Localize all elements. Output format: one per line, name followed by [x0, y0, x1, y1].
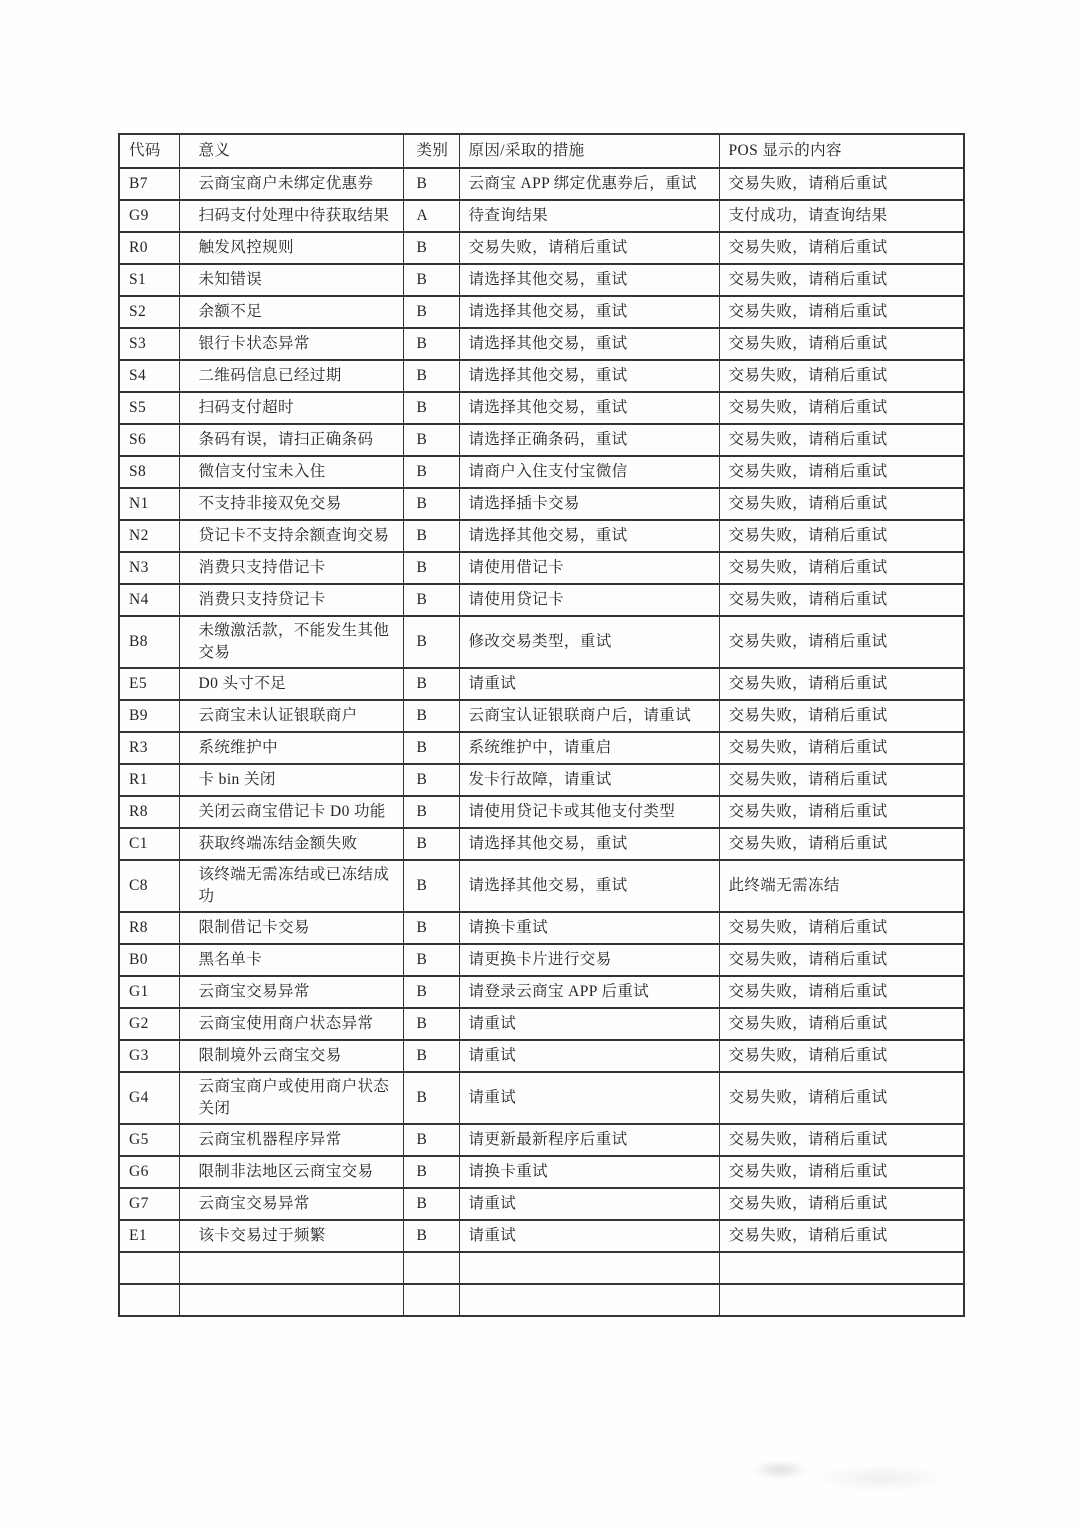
watermark-smudge — [752, 1442, 992, 1500]
cell-category: B — [403, 520, 459, 552]
cell-meaning: 未知错误 — [179, 264, 403, 296]
cell-category: B — [403, 700, 459, 732]
table-row — [119, 1156, 964, 1188]
cell-code: S6 — [119, 424, 179, 456]
cell-code: S4 — [119, 360, 179, 392]
cell-meaning: 关闭云商宝借记卡 D0 功能 — [179, 796, 403, 828]
cell-category: B — [403, 552, 459, 584]
cell-pos — [719, 1284, 964, 1316]
cell-meaning: 银行卡状态异常 — [179, 328, 403, 360]
cell-category — [403, 1284, 459, 1316]
column-header-meaning: 意义 — [179, 134, 403, 168]
cell-code: G2 — [119, 1008, 179, 1040]
cell-action: 请选择其他交易，重试 — [459, 360, 719, 392]
table-row — [119, 1124, 964, 1156]
cell-pos: 交易失败，请稍后重试 — [719, 944, 964, 976]
cell-meaning: 消费只支持贷记卡 — [179, 584, 403, 616]
table-row — [119, 392, 964, 424]
cell-meaning: 云商宝交易异常 — [179, 976, 403, 1008]
table-row — [119, 1040, 964, 1072]
column-header-category: 类别 — [403, 134, 459, 168]
table-row — [119, 976, 964, 1008]
table-row — [119, 552, 964, 584]
table-row — [119, 264, 964, 296]
cell-category: B — [403, 584, 459, 616]
cell-meaning: 云商宝商户未绑定优惠券 — [179, 168, 403, 200]
cell-meaning: 条码有误，请扫正确条码 — [179, 424, 403, 456]
cell-meaning: 限制借记卡交易 — [179, 912, 403, 944]
cell-action: 请换卡重试 — [459, 912, 719, 944]
cell-code: G1 — [119, 976, 179, 1008]
cell-action: 待查询结果 — [459, 200, 719, 232]
table-row — [119, 1252, 964, 1284]
table-row — [119, 520, 964, 552]
cell-action: 请重试 — [459, 1072, 719, 1124]
cell-pos: 交易失败，请稍后重试 — [719, 1072, 964, 1124]
cell-pos: 交易失败，请稍后重试 — [719, 616, 964, 668]
cell-action: 请更换卡片进行交易 — [459, 944, 719, 976]
cell-code: B9 — [119, 700, 179, 732]
cell-action — [459, 1284, 719, 1316]
cell-category: B — [403, 424, 459, 456]
cell-code: B8 — [119, 616, 179, 668]
cell-action: 请选择插卡交易 — [459, 488, 719, 520]
table-row — [119, 860, 964, 912]
cell-meaning: 该卡交易过于频繁 — [179, 1220, 403, 1252]
table-row — [119, 616, 964, 668]
cell-action: 修改交易类型，重试 — [459, 616, 719, 668]
cell-action: 请重试 — [459, 1188, 719, 1220]
cell-meaning: 扫码支付超时 — [179, 392, 403, 424]
cell-pos: 交易失败，请稍后重试 — [719, 828, 964, 860]
cell-code: G9 — [119, 200, 179, 232]
table-row — [119, 944, 964, 976]
cell-code: G4 — [119, 1072, 179, 1124]
cell-code — [119, 1252, 179, 1284]
cell-pos: 交易失败，请稍后重试 — [719, 1124, 964, 1156]
cell-meaning: 黑名单卡 — [179, 944, 403, 976]
table-header-row — [119, 134, 964, 168]
cell-meaning: 扫码支付处理中待获取结果 — [179, 200, 403, 232]
cell-code: R8 — [119, 912, 179, 944]
cell-category: B — [403, 976, 459, 1008]
cell-category: B — [403, 1008, 459, 1040]
table-row — [119, 828, 964, 860]
table-row — [119, 732, 964, 764]
cell-meaning — [179, 1284, 403, 1316]
cell-action: 请选择其他交易，重试 — [459, 520, 719, 552]
table-row — [119, 296, 964, 328]
cell-code: N1 — [119, 488, 179, 520]
cell-action: 请选择其他交易，重试 — [459, 296, 719, 328]
cell-pos: 交易失败，请稍后重试 — [719, 1220, 964, 1252]
cell-meaning: D0 头寸不足 — [179, 668, 403, 700]
cell-action: 请选择其他交易，重试 — [459, 392, 719, 424]
cell-meaning: 云商宝交易异常 — [179, 1188, 403, 1220]
cell-action: 请换卡重试 — [459, 1156, 719, 1188]
cell-pos: 支付成功，请查询结果 — [719, 200, 964, 232]
cell-pos: 交易失败，请稍后重试 — [719, 1188, 964, 1220]
cell-pos: 交易失败，请稍后重试 — [719, 732, 964, 764]
cell-code: S3 — [119, 328, 179, 360]
cell-pos: 交易失败，请稍后重试 — [719, 700, 964, 732]
cell-category: B — [403, 732, 459, 764]
cell-category: B — [403, 764, 459, 796]
cell-meaning: 二维码信息已经过期 — [179, 360, 403, 392]
cell-meaning: 微信支付宝未入住 — [179, 456, 403, 488]
cell-code: B7 — [119, 168, 179, 200]
cell-code: E1 — [119, 1220, 179, 1252]
cell-code: G7 — [119, 1188, 179, 1220]
cell-pos: 交易失败，请稍后重试 — [719, 552, 964, 584]
cell-action: 交易失败，请稍后重试 — [459, 232, 719, 264]
cell-action: 请使用借记卡 — [459, 552, 719, 584]
cell-action: 云商宝 APP 绑定优惠券后，重试 — [459, 168, 719, 200]
cell-action: 请使用贷记卡 — [459, 584, 719, 616]
cell-category: B — [403, 1124, 459, 1156]
cell-code: N3 — [119, 552, 179, 584]
cell-meaning: 云商宝使用商户状态异常 — [179, 1008, 403, 1040]
cell-pos: 交易失败，请稍后重试 — [719, 976, 964, 1008]
cell-category: B — [403, 912, 459, 944]
cell-category: B — [403, 392, 459, 424]
cell-category: B — [403, 296, 459, 328]
table-row — [119, 700, 964, 732]
table-row — [119, 584, 964, 616]
cell-pos: 交易失败，请稍后重试 — [719, 424, 964, 456]
cell-action: 请选择其他交易，重试 — [459, 328, 719, 360]
cell-category: B — [403, 1220, 459, 1252]
table-row — [119, 1072, 964, 1124]
cell-pos: 此终端无需冻结 — [719, 860, 964, 912]
column-header-action: 原因/采取的措施 — [459, 134, 719, 168]
cell-pos: 交易失败，请稍后重试 — [719, 456, 964, 488]
cell-code: R8 — [119, 796, 179, 828]
table-row — [119, 1188, 964, 1220]
cell-action: 系统维护中，请重启 — [459, 732, 719, 764]
cell-code: C8 — [119, 860, 179, 912]
table-row — [119, 668, 964, 700]
cell-code: N4 — [119, 584, 179, 616]
cell-action: 请选择正确条码，重试 — [459, 424, 719, 456]
table-row — [119, 168, 964, 200]
cell-code — [119, 1284, 179, 1316]
cell-meaning: 贷记卡不支持余额查询交易 — [179, 520, 403, 552]
table-row — [119, 1008, 964, 1040]
table-row — [119, 488, 964, 520]
cell-meaning: 云商宝未认证银联商户 — [179, 700, 403, 732]
cell-category: B — [403, 668, 459, 700]
cell-action: 请更新最新程序后重试 — [459, 1124, 719, 1156]
cell-code: N2 — [119, 520, 179, 552]
table-row — [119, 328, 964, 360]
cell-code: S5 — [119, 392, 179, 424]
cell-action: 请使用贷记卡或其他支付类型 — [459, 796, 719, 828]
table-row — [119, 360, 964, 392]
cell-code: R3 — [119, 732, 179, 764]
cell-category: B — [403, 328, 459, 360]
cell-code: S1 — [119, 264, 179, 296]
cell-category: B — [403, 264, 459, 296]
cell-action — [459, 1252, 719, 1284]
cell-category: B — [403, 828, 459, 860]
cell-code: G6 — [119, 1156, 179, 1188]
table-row — [119, 1284, 964, 1316]
cell-category: B — [403, 944, 459, 976]
cell-code: S8 — [119, 456, 179, 488]
cell-code: R0 — [119, 232, 179, 264]
cell-action: 请商户入住支付宝微信 — [459, 456, 719, 488]
cell-category: B — [403, 616, 459, 668]
cell-category: B — [403, 1072, 459, 1124]
table-row — [119, 764, 964, 796]
cell-meaning: 余额不足 — [179, 296, 403, 328]
cell-pos: 交易失败，请稍后重试 — [719, 584, 964, 616]
cell-pos: 交易失败，请稍后重试 — [719, 296, 964, 328]
cell-action: 请重试 — [459, 1040, 719, 1072]
cell-pos — [719, 1252, 964, 1284]
cell-meaning: 卡 bin 关闭 — [179, 764, 403, 796]
cell-action: 请重试 — [459, 1220, 719, 1252]
cell-pos: 交易失败，请稍后重试 — [719, 264, 964, 296]
cell-code: G5 — [119, 1124, 179, 1156]
table-row — [119, 1220, 964, 1252]
cell-code: R1 — [119, 764, 179, 796]
cell-code: C1 — [119, 828, 179, 860]
cell-meaning: 云商宝商户或使用商户状态关闭 — [179, 1072, 403, 1124]
cell-action: 请重试 — [459, 668, 719, 700]
cell-category — [403, 1252, 459, 1284]
cell-category: B — [403, 360, 459, 392]
cell-pos: 交易失败，请稍后重试 — [719, 232, 964, 264]
cell-action: 发卡行故障，请重试 — [459, 764, 719, 796]
cell-pos: 交易失败，请稍后重试 — [719, 1040, 964, 1072]
cell-category: B — [403, 796, 459, 828]
cell-meaning: 触发风控规则 — [179, 232, 403, 264]
cell-code: B0 — [119, 944, 179, 976]
cell-code: E5 — [119, 668, 179, 700]
cell-action: 请选择其他交易，重试 — [459, 264, 719, 296]
cell-category: B — [403, 456, 459, 488]
cell-pos: 交易失败，请稍后重试 — [719, 668, 964, 700]
cell-meaning: 云商宝机器程序异常 — [179, 1124, 403, 1156]
cell-meaning: 未缴激活款，不能发生其他交易 — [179, 616, 403, 668]
cell-action: 请重试 — [459, 1008, 719, 1040]
cell-category: B — [403, 1188, 459, 1220]
cell-meaning — [179, 1252, 403, 1284]
cell-pos: 交易失败，请稍后重试 — [719, 360, 964, 392]
cell-code: G3 — [119, 1040, 179, 1072]
cell-category: B — [403, 1040, 459, 1072]
cell-meaning: 限制境外云商宝交易 — [179, 1040, 403, 1072]
cell-pos: 交易失败，请稍后重试 — [719, 328, 964, 360]
cell-pos: 交易失败，请稍后重试 — [719, 796, 964, 828]
cell-category: A — [403, 200, 459, 232]
error-code-table — [118, 133, 965, 1317]
table-row — [119, 456, 964, 488]
cell-action: 云商宝认证银联商户后，请重试 — [459, 700, 719, 732]
table-row — [119, 232, 964, 264]
cell-pos: 交易失败，请稍后重试 — [719, 1156, 964, 1188]
cell-action: 请选择其他交易，重试 — [459, 860, 719, 912]
cell-category: B — [403, 168, 459, 200]
cell-meaning: 不支持非接双免交易 — [179, 488, 403, 520]
cell-meaning: 获取终端冻结金额失败 — [179, 828, 403, 860]
cell-pos: 交易失败，请稍后重试 — [719, 168, 964, 200]
cell-meaning: 限制非法地区云商宝交易 — [179, 1156, 403, 1188]
cell-action: 请登录云商宝 APP 后重试 — [459, 976, 719, 1008]
cell-category: B — [403, 488, 459, 520]
cell-meaning: 该终端无需冻结或已冻结成功 — [179, 860, 403, 912]
table-row — [119, 424, 964, 456]
cell-pos: 交易失败，请稍后重试 — [719, 488, 964, 520]
cell-pos: 交易失败，请稍后重试 — [719, 392, 964, 424]
table-row — [119, 912, 964, 944]
cell-pos: 交易失败，请稍后重试 — [719, 1008, 964, 1040]
cell-meaning: 系统维护中 — [179, 732, 403, 764]
column-header-code: 代码 — [119, 134, 179, 168]
cell-category: B — [403, 232, 459, 264]
cell-pos: 交易失败，请稍后重试 — [719, 764, 964, 796]
column-header-pos: POS 显示的内容 — [719, 134, 964, 168]
table-row — [119, 796, 964, 828]
table-row — [119, 200, 964, 232]
cell-pos: 交易失败，请稍后重试 — [719, 520, 964, 552]
cell-category: B — [403, 860, 459, 912]
cell-action: 请选择其他交易，重试 — [459, 828, 719, 860]
cell-category: B — [403, 1156, 459, 1188]
cell-meaning: 消费只支持借记卡 — [179, 552, 403, 584]
cell-pos: 交易失败，请稍后重试 — [719, 912, 964, 944]
cell-code: S2 — [119, 296, 179, 328]
